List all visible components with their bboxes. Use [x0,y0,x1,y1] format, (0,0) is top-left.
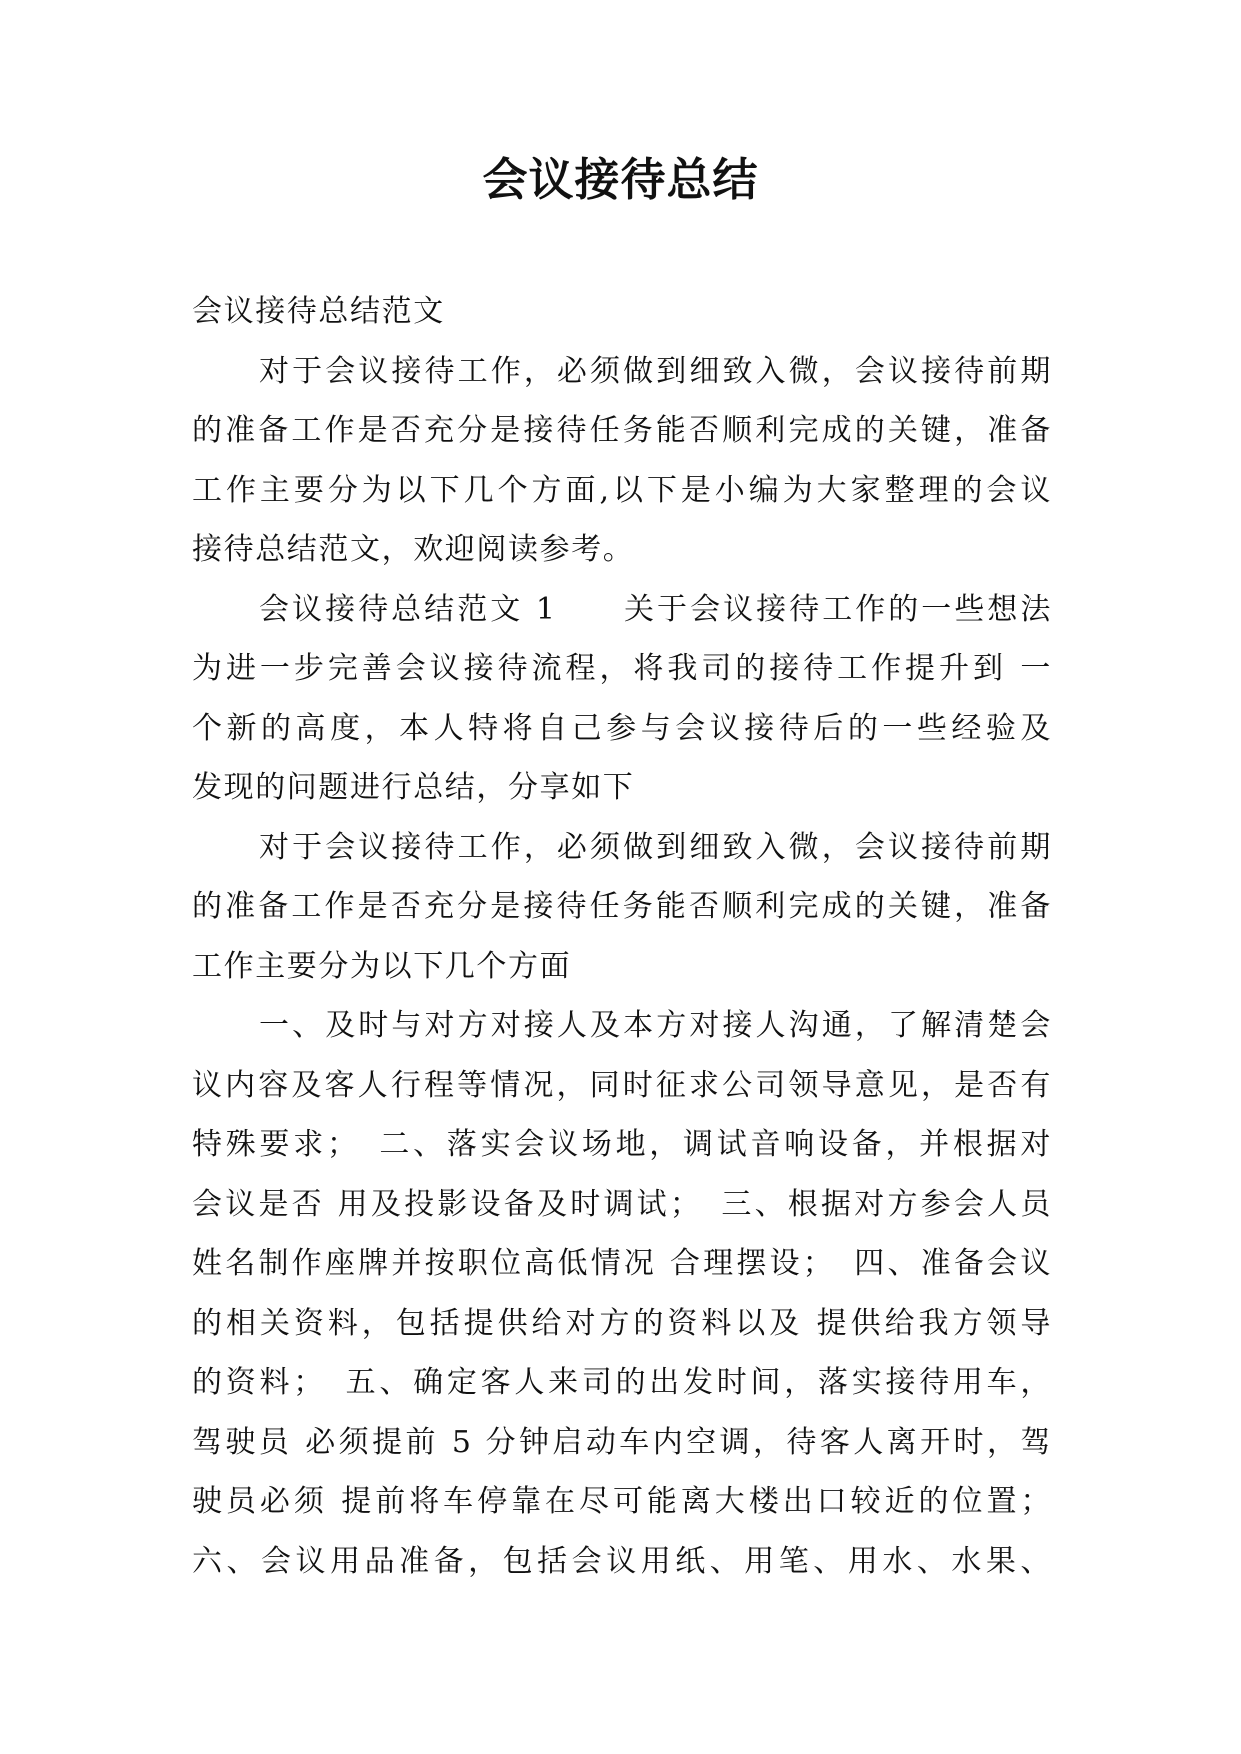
body-line-18: 的相关资料，包括提供给对方的资料以及 提供给我方领导 [192,1305,1052,1341]
body-line-4: 工作主要分为以下几个方面,以下是小编为大家整理的会议 [192,472,1052,508]
body-line-20: 驾驶员 必须提前 5 分钟启动车内空调，待客人离开时，驾 [192,1424,1052,1460]
body-line-22: 六、会议用品准备，包括会议用纸、用笔、用水、水果、 [192,1543,1052,1579]
body-line-15: 特殊要求； 二、落实会议场地，调试音响设备，并根据对 [192,1127,1052,1162]
body-line-17: 姓名制作座牌并按职位高低情况 合理摆设； 四、准备会议 [192,1246,1052,1281]
body-line-21: 驶员必须 提前将车停靠在尽可能离大楼出口较近的位置； [192,1484,1052,1519]
document-title: 会议接待总结 [482,153,759,206]
document-body [192,282,1052,1591]
body-line-16: 会议是否 用及投影设备及时调试； 三、根据对方参会人员 [192,1186,1052,1222]
body-line-3: 的准备工作是否充分是接待任务能否顺利完成的关键，准备 [192,413,1052,448]
body-line-5: 接待总结范文，欢迎阅读参考。 [192,532,635,567]
body-line-11: 的准备工作是否充分是接待任务能否顺利完成的关键，准备 [192,889,1052,924]
body-line-7: 为进一步完善会议接待流程，将我司的接待工作提升到 一 [192,651,1052,686]
body-line-2: 对于会议接待工作，必须做到细致入微，会议接待前期 [259,353,1052,389]
body-line-14: 议内容及客人行程等情况，同时征求公司领导意见，是否有 [192,1067,1052,1103]
body-line-8: 个新的高度，本人特将自己参与会议接待后的一些经验及 [192,710,1052,746]
body-line-6: 会议接待总结范文 1 关于会议接待工作的一些想法 [259,591,1052,627]
body-line-12: 工作主要分为以下几个方面 [192,948,572,984]
body-line-19: 的资料； 五、确定客人来司的出发时间，落实接待用车， [192,1365,1052,1400]
body-line-13: 一、及时与对方对接人及本方对接人沟通，了解清楚会 [259,1008,1052,1043]
body-line-10: 对于会议接待工作，必须做到细致入微，会议接待前期 [259,829,1052,865]
body-line-1: 会议接待总结范文 [192,294,445,329]
body-line-9: 发现的问题进行总结，分享如下 [192,770,635,805]
